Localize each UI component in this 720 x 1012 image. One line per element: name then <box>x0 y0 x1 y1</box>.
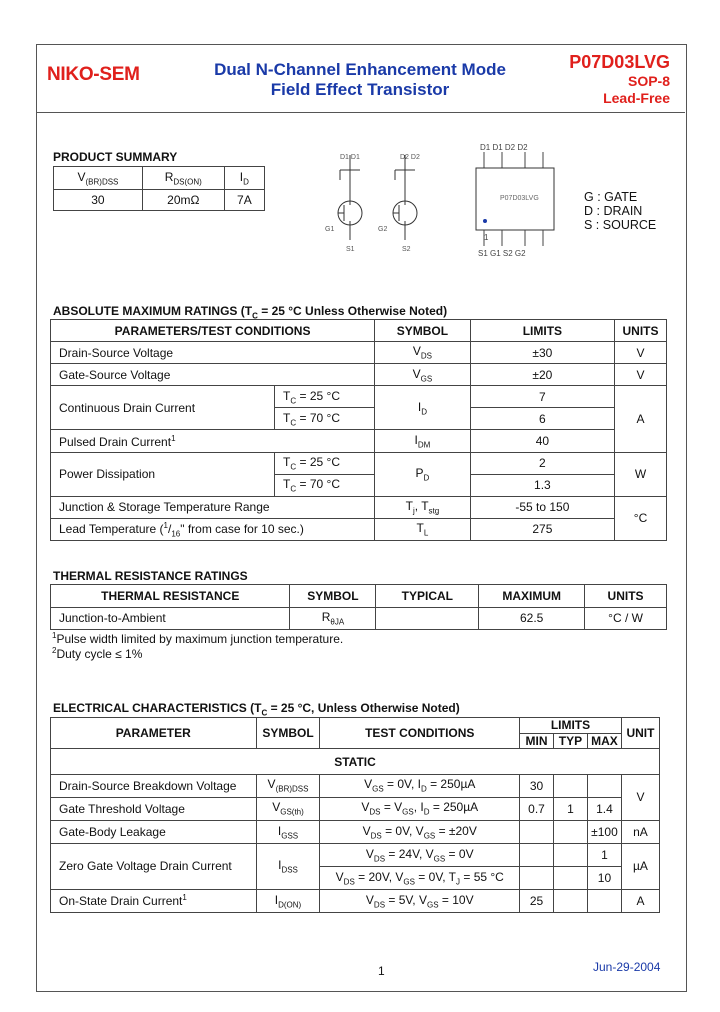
abs-pd-param: Power Dissipation <box>51 452 275 496</box>
ps-value-id: 7A <box>224 190 264 211</box>
fet2-drain-label: D2 D2 <box>400 154 420 161</box>
abs-idm-param: Pulsed Drain Current$^1$ <box>51 430 375 452</box>
header-divider <box>36 112 685 113</box>
product-summary-table <box>53 166 265 211</box>
abs-id-cond1: $T_C = 25$ °C <box>275 386 375 408</box>
sop8-package <box>470 150 560 260</box>
abs-tl-limit: 275 <box>470 518 614 540</box>
elec-igss-min <box>520 820 554 843</box>
abs-idm-limit: 40 <box>470 430 614 452</box>
abs-idm-param-text: Pulsed Drain Current <box>59 434 172 449</box>
elec-idon-param-text: On-State Drain Current <box>59 894 183 909</box>
abs-id-limit2: 6 <box>470 408 614 430</box>
ps-value-rdson: 20mΩ <box>142 190 224 211</box>
thermal-title: THERMAL RESISTANCE RATINGS <box>53 569 248 583</box>
elec-igss-cond: $V_{DS} = 0V$, $V_{GS} = \pm 20V$ <box>320 820 520 843</box>
abs-header-units: UNITS <box>615 320 667 342</box>
elec-igss-unit: nA <box>621 820 659 843</box>
abs-vds-unit: V <box>615 342 667 364</box>
abs-max-title: ABSOLUTE MAXIMUM RATINGS ($T_C = 25$ °C Unless Otherwise Noted) <box>53 304 448 321</box>
abs-pd-cond1: $T_C = 25$ °C <box>275 452 375 474</box>
package-type: SOP-8 <box>627 73 670 89</box>
thermal-max: 62.5 <box>479 607 585 630</box>
elec-idss-cond2: $V_{DS} = 20V$, $V_{GS} = 0V$, $T_J = 55$ °C <box>320 866 520 889</box>
elec-bvdss-typ <box>553 774 587 797</box>
brand-logo: NIKO-SEM <box>47 64 140 85</box>
elec-idss-unit: µA <box>621 843 659 889</box>
thermal-header-typical: TYPICAL <box>376 585 479 608</box>
title-line-1: Dual N-Channel Enhancement Mode <box>214 60 506 79</box>
elec-idon-unit: A <box>621 889 659 912</box>
pin-legend <box>584 190 656 232</box>
elec-static-section: STATIC <box>51 749 660 774</box>
abs-tl-param: Lead Temperature ($^1/_{16}$" from case for 10 sec.) <box>51 518 375 540</box>
legend-drain: D : DRAIN <box>584 204 643 218</box>
lead-free-label: Lead-Free <box>603 90 670 106</box>
thermal-unit: °C / W <box>585 607 667 630</box>
abs-pd-symbol: $P_D$ <box>375 452 471 496</box>
abs-id-cond2: $T_C = 70$ °C <box>275 408 375 430</box>
abs-vds-param: Drain-Source Voltage <box>51 342 375 364</box>
ps-header-id: $I_D$ <box>224 167 264 190</box>
abs-vgs-param: Gate-Source Voltage <box>51 364 375 386</box>
elec-idss-param: Zero Gate Voltage Drain Current <box>51 843 257 889</box>
elec-idon-min: 25 <box>520 889 554 912</box>
elec-header-unit: UNIT <box>621 718 659 749</box>
footnote-1-text: Pulse width limited by maximum junction temperature. <box>56 632 344 646</box>
ps-header-rdson: $R_{DS(ON)}$ <box>142 167 224 190</box>
elec-idss-min1 <box>520 843 554 866</box>
abs-header-symbol: SYMBOL <box>375 320 471 342</box>
part-info <box>569 52 670 107</box>
document-date: Jun-29-2004 <box>593 960 661 974</box>
abs-tl-symbol: $T_L$ <box>375 518 471 540</box>
elec-igss-typ <box>553 820 587 843</box>
electrical-table <box>50 717 660 913</box>
thermal-param: Junction-to-Ambient <box>51 607 290 630</box>
abs-tj-unit: °C <box>615 496 667 540</box>
elec-bvdss-param: Drain-Source Breakdown Voltage <box>51 774 257 797</box>
elec-vgsth-max: 1.4 <box>587 797 621 820</box>
elec-idon-typ <box>553 889 587 912</box>
page-number: 1 <box>378 964 385 978</box>
abs-tl-param-pre: Lead Temperature ( <box>59 521 164 536</box>
elec-bvdss-symbol: $V_{(BR)DSS}$ <box>256 774 320 797</box>
elec-header-typ: TYP <box>553 733 587 749</box>
elec-header-cond: TEST CONDITIONS <box>320 718 520 749</box>
elec-header-min: MIN <box>520 733 554 749</box>
pin1-marker: 1 <box>484 233 489 242</box>
thermal-header-units: UNITS <box>585 585 667 608</box>
abs-pd-limit2: 1.3 <box>470 474 614 496</box>
legend-source: S : SOURCE <box>584 218 657 232</box>
fet2-gate-label: G2 <box>378 226 388 233</box>
abs-id-cond2-text: = 70 °C <box>296 410 340 425</box>
elec-bvdss-max <box>587 774 621 797</box>
elec-idss-typ1 <box>553 843 587 866</box>
elec-idon-cond: $V_{DS} = 5V$, $V_{GS} = 10V$ <box>320 889 520 912</box>
elec-vgsth-cond: $V_{DS} = V_{GS}$, $I_D = 250\mu A$ <box>320 797 520 820</box>
mosfet-schematic <box>320 145 440 260</box>
elec-bvdss-cond: $V_{GS} = 0V$, $I_D = 250\mu A$ <box>320 774 520 797</box>
package-top-pins: D1 D1 D2 D2 <box>480 143 528 152</box>
abs-vds-symbol: $V_{DS}$ <box>375 342 471 364</box>
abs-id-unit: A <box>615 386 667 452</box>
thermal-header-resistance: THERMAL RESISTANCE <box>51 585 290 608</box>
abs-id-cond1-text: = 25 °C <box>296 388 340 403</box>
abs-max-table <box>50 319 667 541</box>
thermal-typ <box>376 607 479 630</box>
abs-header-param: PARAMETERS/TEST CONDITIONS <box>51 320 375 342</box>
elec-igss-param: Gate-Body Leakage <box>51 820 257 843</box>
elec-igss-symbol: $I_{GSS}$ <box>256 820 320 843</box>
electrical-title-post: = 25 °C, Unless Otherwise Noted) <box>267 701 460 715</box>
abs-vgs-symbol: $V_{GS}$ <box>375 364 471 386</box>
abs-max-title-post: = 25 °C Unless Otherwise Noted) <box>257 304 448 318</box>
abs-max-title-pre: ABSOLUTE MAXIMUM RATINGS (T <box>53 304 253 318</box>
elec-header-param: PARAMETER <box>51 718 257 749</box>
abs-pd-limit1: 2 <box>470 452 614 474</box>
thermal-header-symbol: SYMBOL <box>290 585 376 608</box>
abs-pd-cond2-text: = 70 °C <box>296 477 340 491</box>
legend-gate: G : GATE <box>584 190 638 204</box>
elec-bvdss-min: 30 <box>520 774 554 797</box>
footnote-2: $^2$Duty cycle ≤ 1% <box>52 646 143 661</box>
abs-pd-unit: W <box>615 452 667 496</box>
abs-pd-cond2: $T_C = 70$ °C <box>275 474 375 496</box>
elec-idon-symbol: $I_{D(ON)}$ <box>256 889 320 912</box>
abs-tl-param-post: from case for 10 sec.) <box>184 521 304 536</box>
fet1-drain-label: D1 D1 <box>340 154 360 161</box>
abs-id-param: Continuous Drain Current <box>51 386 275 430</box>
elec-vgsth-min: 0.7 <box>520 797 554 820</box>
title-line-2: Field Effect Transistor <box>270 80 450 99</box>
fet1-gate-label: G1 <box>325 226 335 233</box>
elec-idss-typ2 <box>553 866 587 889</box>
abs-id-symbol: $I_D$ <box>375 386 471 430</box>
elec-header-limits: LIMITS <box>520 718 622 734</box>
ps-header-vbrdss: $V_{(BR)DSS}$ <box>54 167 143 190</box>
abs-vgs-unit: V <box>615 364 667 386</box>
elec-idon-param: On-State Drain Current$^1$ <box>51 889 257 912</box>
product-summary-title: PRODUCT SUMMARY <box>53 150 178 164</box>
elec-vgsth-param: Gate Threshold Voltage <box>51 797 257 820</box>
abs-pd-cond1-text: = 25 °C <box>296 454 340 469</box>
footnote-2-text: Duty cycle ≤ 1% <box>56 647 143 661</box>
abs-vds-limit: ±30 <box>470 342 614 364</box>
abs-tj-param: Junction & Storage Temperature Range <box>51 496 375 518</box>
thermal-table <box>50 584 667 630</box>
abs-idm-symbol: $I_{DM}$ <box>375 430 471 452</box>
electrical-title: ELECTRICAL CHARACTERISTICS ($T_C = 25$ °C, Unless Otherwise Noted) <box>53 701 460 718</box>
fet1-source-label: S1 <box>346 246 355 253</box>
electrical-title-pre: ELECTRICAL CHARACTERISTICS (T <box>53 701 262 715</box>
abs-tj-symbol: $T_j$, $T_{stg}$ <box>375 496 471 518</box>
elec-igss-max: ±100 <box>587 820 621 843</box>
elec-idss-max2: 10 <box>587 866 621 889</box>
abs-tj-limit: -55 to 150 <box>470 496 614 518</box>
ps-value-vbrdss: 30 <box>54 190 143 211</box>
fet2-source-label: S2 <box>402 246 411 253</box>
elec-vgsth-symbol: $V_{GS(th)}$ <box>256 797 320 820</box>
elec-idon-max <box>587 889 621 912</box>
document-title <box>180 60 540 100</box>
abs-header-limits: LIMITS <box>470 320 614 342</box>
elec-idss-min2 <box>520 866 554 889</box>
elec-idss-cond1: $V_{DS} = 24V$, $V_{GS} = 0V$ <box>320 843 520 866</box>
chip-marking: P07D03LVG <box>500 195 539 202</box>
elec-idss-symbol: $I_{DSS}$ <box>256 843 320 889</box>
footnote-1: $^1$Pulse width limited by maximum junction temperature. <box>52 631 344 646</box>
elec-idss-max1: 1 <box>587 843 621 866</box>
abs-vgs-limit: ±20 <box>470 364 614 386</box>
part-number: P07D03LVG <box>569 52 670 72</box>
thermal-symbol: $R_{\theta JA}$ <box>290 607 376 630</box>
elec-header-max: MAX <box>587 733 621 749</box>
abs-id-limit1: 7 <box>470 386 614 408</box>
elec-header-symbol: SYMBOL <box>256 718 320 749</box>
elec-voltage-unit: V <box>621 774 659 820</box>
package-bottom-pins: S1 G1 S2 G2 <box>478 249 526 258</box>
thermal-header-maximum: MAXIMUM <box>479 585 585 608</box>
elec-vgsth-typ: 1 <box>553 797 587 820</box>
